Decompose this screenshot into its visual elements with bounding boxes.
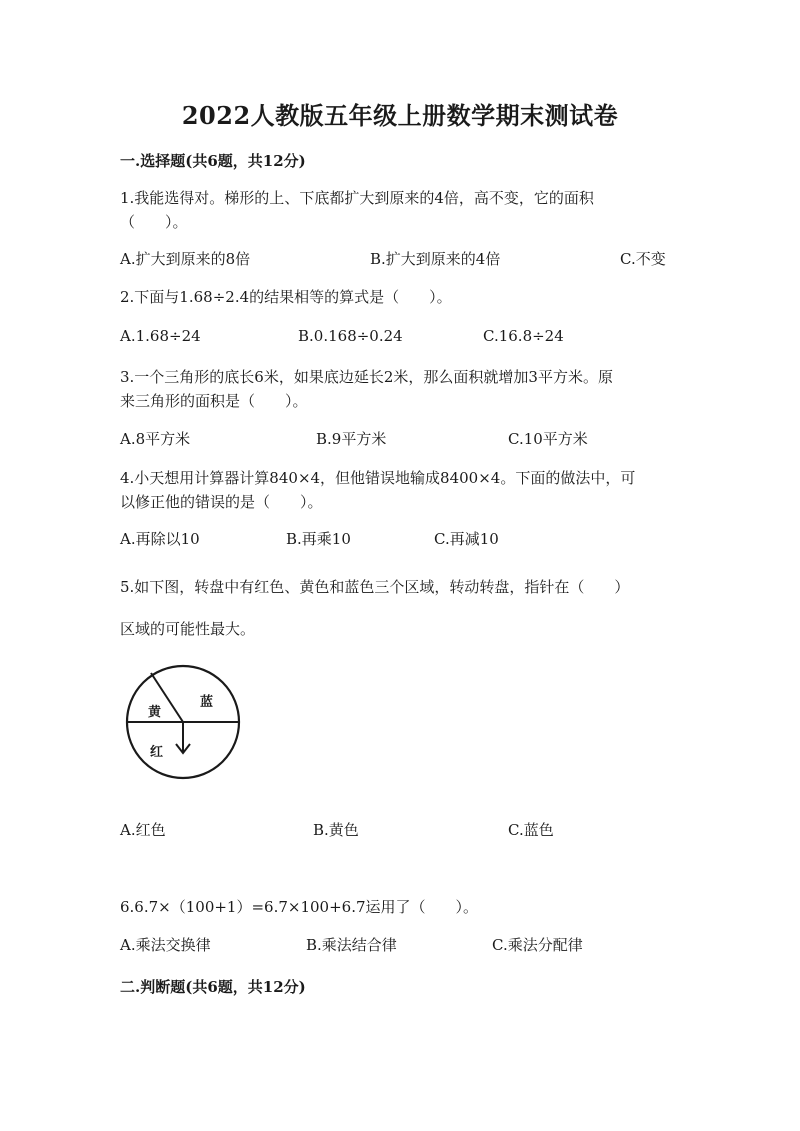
question-4-line-2: 以修正他的错误的是（ ）。 [120,493,323,511]
question-6-option-c: C.乘法分配律 [492,936,583,954]
question-4-option-c: C.再减10 [434,530,499,548]
question-5-line-1: 5.如下图，转盘中有红色、黄色和蓝色三个区域，转动转盘，指针在（ ） [120,578,630,596]
question-3-line-1: 3.一个三角形的底长6米，如果底边延长2米，那么面积就增加3平方米。原 [120,368,613,386]
section-heading-true-false: 二.判断题(共6题，共12分) [120,978,306,996]
question-2-option-b: B.0.168÷0.24 [298,327,403,345]
question-3 [120,365,680,413]
question-5-option-a: A.红色 [120,821,166,839]
question-4-option-a: A.再除以10 [120,530,200,548]
question-6-line-1: 6.6.7×（100+1）=6.7×100+6.7运用了（ ）。 [120,898,479,916]
wheel-label-blue: 蓝 [200,695,214,710]
question-1-line-1: 1.我能选得对。梯形的上、下底都扩大到原来的4倍，高不变，它的面积 [120,189,594,207]
question-1-option-b: B.扩大到原来的4倍 [370,250,501,268]
question-5-option-c: C.蓝色 [508,821,554,839]
question-5 [120,566,680,650]
question-5-option-b: B.黄色 [313,821,359,839]
question-6 [120,895,680,919]
question-2-option-c: C.16.8÷24 [483,327,564,345]
question-1-option-c: C.不变 [620,250,666,268]
wheel-label-red: 红 [150,745,164,760]
question-1 [120,186,680,234]
question-3-line-2: 来三角形的面积是（ ）。 [120,392,308,410]
page-title: 2022人教版五年级上册数学期末测试卷 [181,101,619,130]
question-2-option-a: A.1.68÷24 [120,327,201,345]
section-heading-choice: 一.选择题(共6题，共12分) [120,152,306,170]
question-1-line-2: （ ）。 [120,213,188,231]
question-4 [120,466,680,514]
question-6-option-b: B.乘法结合律 [306,936,397,954]
question-3-option-b: B.9平方米 [316,430,387,448]
question-2-line-1: 2.下面与1.68÷2.4的结果相等的算式是（ ）。 [120,288,452,306]
question-3-option-c: C.10平方米 [508,430,588,448]
question-2 [120,285,680,309]
question-4-line-1: 4.小天想用计算器计算840×4，但他错误地输成8400×4。下面的做法中，可 [120,469,636,487]
question-6-option-a: A.乘法交换律 [120,936,211,954]
question-3-option-a: A.8平方米 [120,430,191,448]
question-5-line-2: 区域的可能性最大。 [120,620,256,638]
wheel-label-yellow: 黄 [148,705,162,720]
question-1-option-a: A.扩大到原来的8倍 [120,250,251,268]
question-4-option-b: B.再乘10 [286,530,351,548]
spinner-wheel-diagram [124,664,246,782]
